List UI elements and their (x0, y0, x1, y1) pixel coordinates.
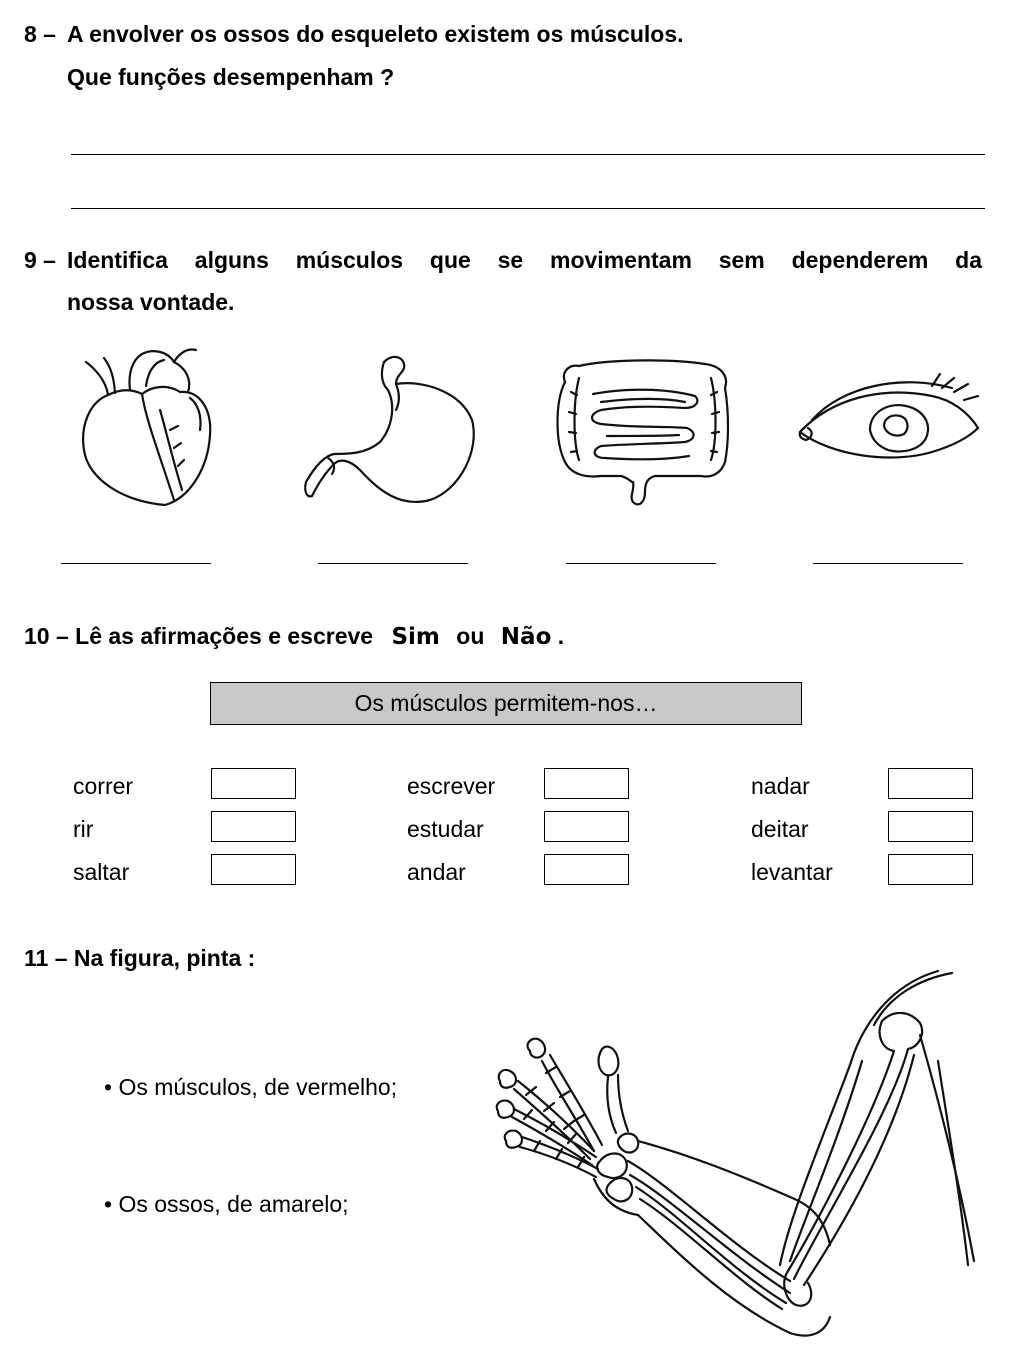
q9-word: dependerem (791, 247, 929, 273)
verb-escrever: escrever (407, 773, 496, 799)
verb-nadar: nadar (751, 773, 810, 799)
heart-icon (70, 340, 230, 520)
q9-word: Identifica (67, 247, 168, 273)
stomach-icon (300, 350, 480, 510)
question-10 (24, 622, 564, 651)
verb-andar: andar (407, 859, 466, 885)
verb-levantar: levantar (751, 859, 833, 885)
instruction-muscles-red: • Os músculos, de vermelho; (104, 1074, 398, 1100)
verb-deitar: deitar (751, 816, 809, 842)
q9-word: alguns (194, 247, 269, 273)
question-9-number: 9 – (24, 247, 56, 273)
nao-word: Não (500, 624, 552, 650)
eye-icon (792, 368, 982, 468)
arm-skeleton-icon[interactable] (490, 965, 980, 1345)
verb-saltar: saltar (73, 859, 130, 885)
q9-word: sem (718, 247, 765, 273)
question-8-text-line1: A envolver os ossos do esqueleto existem os músculos. (67, 21, 684, 47)
verb-rir: rir (73, 816, 94, 842)
answer-box-andar[interactable] (544, 854, 629, 885)
question-8-number: 8 – (24, 21, 56, 47)
instruction-bones-yellow: • Os ossos, de amarelo; (104, 1191, 349, 1217)
organ-label-line-3[interactable] (566, 563, 716, 564)
period: . (557, 623, 565, 649)
question-9-text-line1 (67, 246, 982, 274)
verb-correr: correr (73, 773, 134, 799)
answer-box-escrever[interactable] (544, 768, 629, 799)
q9-word: se (497, 247, 524, 273)
organ-label-line-1[interactable] (61, 563, 211, 564)
question-10-number: 10 – (24, 623, 69, 649)
answer-line-2[interactable] (71, 208, 985, 209)
answer-box-saltar[interactable] (211, 854, 296, 885)
answer-box-rir[interactable] (211, 811, 296, 842)
answer-line-1[interactable] (71, 154, 985, 155)
question-10-text: Lê as afirmações e escreve (75, 623, 374, 649)
organ-label-line-2[interactable] (318, 563, 468, 564)
verb-estudar: estudar (407, 816, 484, 842)
answer-box-correr[interactable] (211, 768, 296, 799)
intestine-icon (545, 352, 735, 512)
q9-word: da (955, 247, 982, 273)
answer-box-nadar[interactable] (888, 768, 973, 799)
statement-banner: Os músculos permitem-nos… (210, 682, 802, 725)
question-8-text-line2: Que funções desempenham ? (67, 64, 395, 90)
q9-word: movimentam (550, 247, 692, 273)
q9-word: músculos (295, 247, 404, 273)
question-8 (0, 20, 1024, 90)
question-11-title: 11 – Na figura, pinta : (24, 945, 256, 971)
organ-label-line-4[interactable] (813, 563, 963, 564)
answer-box-estudar[interactable] (544, 811, 629, 842)
question-9-text-line2: nossa vontade. (67, 289, 235, 315)
ou-word: ou (456, 623, 485, 649)
sim-word: Sim (391, 624, 440, 650)
question-9 (0, 246, 1024, 316)
q9-word: que (429, 247, 471, 273)
answer-box-deitar[interactable] (888, 811, 973, 842)
answer-box-levantar[interactable] (888, 854, 973, 885)
